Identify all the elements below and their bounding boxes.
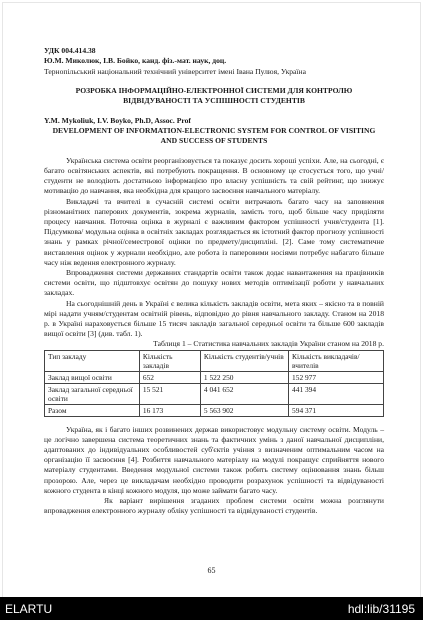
table-header-row [45, 350, 384, 371]
table-cell: 15 521 [139, 383, 200, 404]
table-row [45, 371, 384, 383]
authors-uk: Ю.М. Миколюк, І.В. Бойко, канд. фіз.-мат. наук, доц. [44, 56, 227, 66]
udk-code: УДК 004.414.38 [44, 46, 96, 55]
authors-en: Y.M. Mykoliuk, I.V. Boyko, Ph.D, Assoc. Prof [44, 115, 191, 125]
statistics-table [44, 350, 384, 417]
affiliation: Тернопільський національний технічний університет імені Івана Пулюя, Україна [44, 67, 306, 77]
article-title-uk: РОЗРОБКА ІНФОРМАЦІЙНО-ЕЛЕКТРОННОЇ СИСТЕМИ ДЛЯ КОНТРОЛЮ ВІДВІДУВАНОСТІ ТА УСПІШНОСТІ СТУДЕНТІВ [75, 85, 353, 105]
paragraph-1: Українська система освіти реорганізовується та показує досить хороші успіхи. Але, на сьогодні, є багато освітянських аспектів, які потребують покращення. В основному це стосується того, що учні/студенти не володіють достатньою інформацією про власну успішність та свій рейтинг, що знижує мотивацію до навчання, яка необхідна для кращого засвоєння навчального матеріалу. [44, 155, 384, 196]
table-cell: 4 041 652 [200, 383, 288, 404]
table-caption: Таблиця 1 – Статистика навчальних закладів України станом на 2018 р. [153, 339, 384, 349]
repository-name: ELARTU [5, 602, 53, 616]
table-row [45, 404, 384, 416]
table-header-cell: Кількість викладачів/вчителів [289, 350, 384, 371]
table-cell: 152 977 [289, 371, 384, 383]
table-cell: 652 [139, 371, 200, 383]
table-cell: Заклад вищої освіти [45, 371, 140, 383]
table-cell: Разом [45, 404, 140, 416]
paragraph-6: Як варіант вирішення згаданих проблем системи освіти можна розглянути впровадження електронного журналу обліку успішності та відвідуваності студентів. [44, 496, 384, 516]
handle-id: hdl:lib/31195 [347, 602, 415, 616]
table-header-cell: Кількість закладів [139, 350, 200, 371]
paragraph-4: На сьогоднішній день в Україні є велика кількість закладів освіти, мета яких – якісно та в повній мірі надати учням/студентам освітній рівень, відповідно до рівня навчального закладу. Станом на 2018 р. в Україні нараховується більше 15 тисяч закладів загальної середньої освіти та більше 600 закладів вищої освіти [3] (див. табл. 1). [44, 298, 384, 339]
paragraph-3: Впровадження системи державних стандартів освіти також додає навантаження на працівників системи освіти, що підштовхує освітян до пошуку нових методів оптимізації роботи у навчальних закладах. [44, 268, 384, 298]
table-row [45, 383, 384, 404]
table-header-cell: Тип закладу [45, 350, 140, 371]
table-cell: 16 173 [139, 404, 200, 416]
repository-footer-bar [0, 597, 423, 620]
table-cell: 594 371 [289, 404, 384, 416]
table-cell: Заклад загальної середньої освіти [45, 383, 140, 404]
table-cell: 1 522 250 [200, 371, 288, 383]
table-cell: 5 563 902 [200, 404, 288, 416]
table-header-cell: Кількість студентів/учнів [200, 350, 288, 371]
paragraph-5: Україна, як і багато інших розвинених держав використовує модульну систему освіти. Модуль – це логічно завершена система теоретичних знань та фактичних умінь з даної навчальної дисципліни, адаптованих до індивідуальних особливостей суб'єктів учіння з визначеним оптимальним часом на організацію її засвоєння [4]. Розбиття навчального матеріалу на модулі покращує сприйняття нового матеріалу студентами. Введення модульної системи також робить систему оцінювання знань більш прозорою. Але, через це викладачам необхідно проводити розрахунок успішності та відвідуваності кожного студента в кінці кожного модуля, що може займати багато часу. [44, 424, 384, 495]
article-title-en: DEVELOPMENT OF INFORMATION-ELECTRONIC SYSTEM FOR CONTROL OF VISITING AND SUCCESS OF STUDENTS [52, 125, 376, 145]
page-number: 65 [207, 566, 216, 575]
paragraph-2: Викладачі та вчителі в сучасній системі освіти витрачають багато часу на заповнення різноманітних паперових документів, зокрема журналів, замість того, щоб більше часу приділяти процесу навчання. Поточна оцінка в журналі є важливим фактором успішності учня/студента [1]. Підсумкова/ модульна оцінка в освітніх закладах розглядається як істотний фактор прогнозу успішності знань у рамках річної/семестрової оцінки по предмету/дисципліні. [2]. Саме тому систематичне виставлення оцінок у журнали необхідно, але робота із паперовими носіями потребує набагато більше часу ніж ведення електронного журналу. [44, 196, 384, 267]
table-cell: 441 394 [289, 383, 384, 404]
article-page [44, 46, 384, 517]
